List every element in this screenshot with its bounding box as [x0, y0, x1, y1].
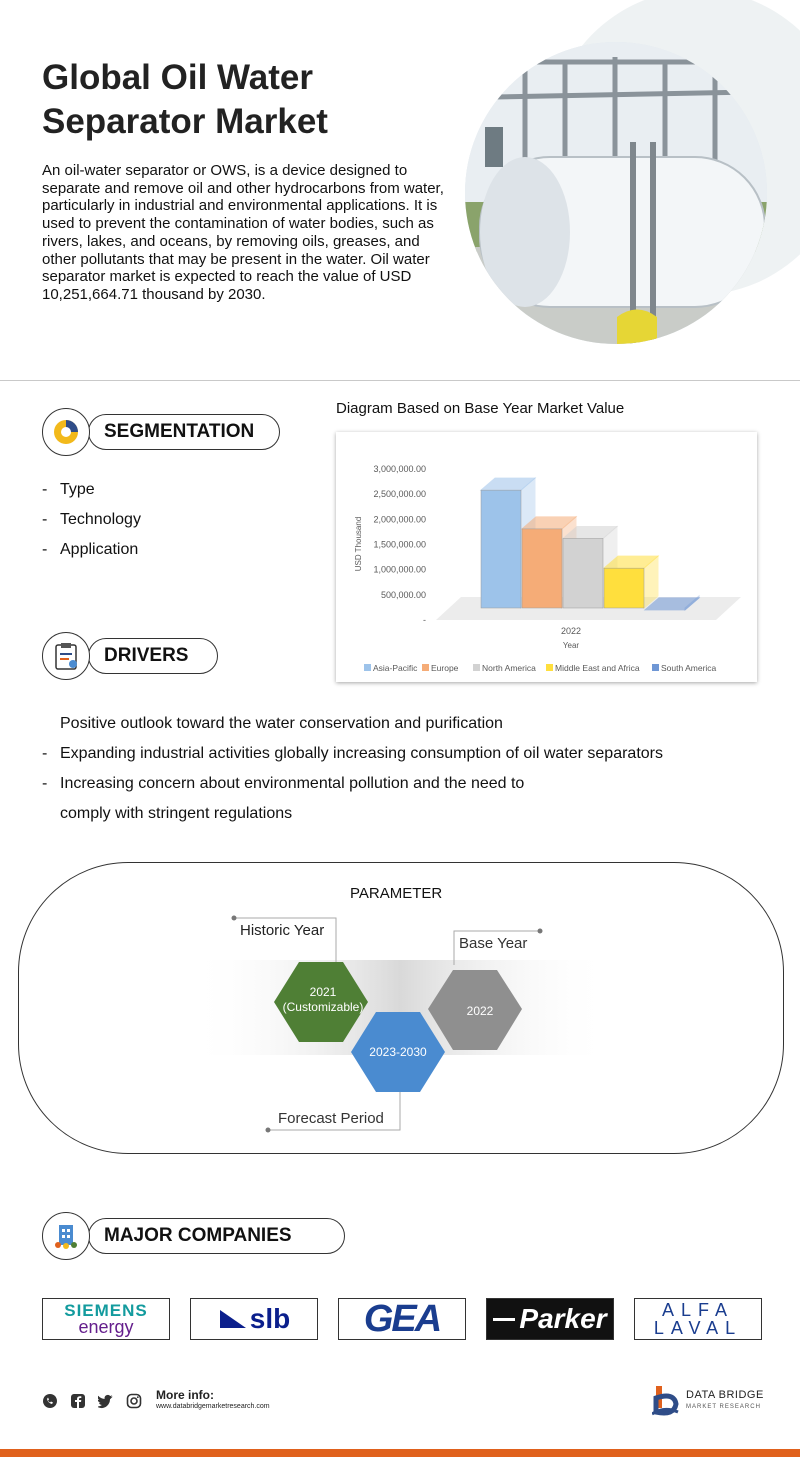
x-axis-label: Year: [562, 641, 580, 650]
bar-chart: [336, 432, 757, 682]
base-year-label: Base Year: [459, 935, 528, 952]
parameter-title: PARAMETER: [350, 885, 443, 902]
logo-slb: slb: [190, 1298, 318, 1340]
logo-siemens-energy: SIEMENS energy: [42, 1298, 170, 1340]
segmentation-label: SEGMENTATION: [88, 414, 280, 450]
list-item: - Technology: [42, 511, 141, 528]
x-tick-label: 2022: [560, 626, 582, 636]
y-tick-label: 1,500,000.00: [373, 539, 426, 550]
major-companies-label: MAJOR COMPANIES: [88, 1218, 345, 1254]
separator-photo: [465, 42, 767, 344]
parker-dash-icon: [493, 1318, 515, 1321]
legend-label: South America: [661, 663, 717, 673]
bar: [522, 529, 562, 608]
legend-label: Europe: [431, 663, 459, 673]
data-bridge-logo-icon: [652, 1384, 682, 1418]
brand-logo: DATA BRIDGE MARKET RESEARCH: [652, 1384, 764, 1418]
y-tick-label: 500,000.00: [380, 589, 426, 600]
drivers-icon-circle: [42, 632, 90, 680]
forecast-period-value: 2023-2030: [369, 1045, 427, 1059]
legend-swatch: [364, 664, 371, 671]
bar: [604, 568, 644, 608]
bar-chart-card: [336, 432, 757, 682]
y-tick-label: 1,000,000.00: [373, 564, 426, 575]
whatsapp-icon[interactable]: [42, 1393, 58, 1409]
legend-swatch: [473, 664, 480, 671]
historic-year-label: Historic Year: [240, 922, 325, 939]
logo-alfa-laval: ALFA LAVAL: [634, 1298, 762, 1340]
forecast-period-label: Forecast Period: [278, 1110, 384, 1127]
base-year-value: 2022: [466, 1004, 494, 1018]
drivers-label: DRIVERS: [88, 638, 218, 674]
companies-icon-circle: [42, 1212, 90, 1260]
segmentation-icon-circle: [42, 408, 90, 456]
y-axis-label: USD Thousand: [354, 516, 363, 572]
legend-label: Asia-Pacific: [373, 663, 418, 673]
list-item: - Increasing concern about environmental pollution and the need to: [42, 775, 525, 792]
y-tick-label: -: [423, 615, 426, 625]
list-item: Positive outlook toward the water conservation and purification: [60, 715, 503, 732]
slb-mark-icon: [218, 1306, 248, 1332]
list-item: - Application: [42, 541, 139, 558]
instagram-icon[interactable]: [126, 1393, 142, 1409]
logo-parker: Parker: [486, 1298, 614, 1340]
logo-gea: GEA: [338, 1298, 466, 1340]
legend-swatch: [652, 664, 659, 671]
legend-label: North America: [482, 663, 536, 673]
bar: [563, 538, 603, 608]
building-icon: [51, 1221, 81, 1251]
page-title: Global Oil Water Separator Market: [42, 58, 328, 141]
parameter-diagram: [190, 910, 610, 1135]
legend-swatch: [546, 664, 553, 671]
legend-swatch: [422, 664, 429, 671]
list-item: - Expanding industrial activities globally increasing consumption of oil water separators: [42, 745, 663, 762]
facebook-icon[interactable]: [70, 1393, 86, 1409]
y-tick-label: 3,000,000.00: [373, 464, 426, 474]
y-tick-label: 2,500,000.00: [373, 489, 426, 500]
bottom-accent-bar: [0, 1449, 800, 1457]
intro-paragraph: An oil-water separator or OWS, is a device designed to separate and remove oil and other hydrocarbons from water, particularly in industrial and environmental applications. It is used to prevent the contamination of water bodies, such as rivers, lakes, and oceans, by removing oils, greases, and other pollutants that may be present in the water. Oil water separator market is expected to reach the value of USD 10,251,664.71 thousand by 2030.: [42, 162, 444, 303]
list-item: comply with stringent regulations: [60, 805, 293, 822]
historic-year-value: 2021 (Customizable): [282, 985, 364, 1014]
section-divider: [0, 380, 800, 381]
list-item: - Type: [42, 481, 95, 498]
diagram-title: Diagram Based on Base Year Market Value: [336, 400, 625, 417]
clipboard-icon: [51, 641, 81, 671]
pie-chart-icon: [51, 417, 81, 447]
y-tick-label: 2,000,000.00: [373, 514, 426, 525]
more-info-label: More info:: [156, 1388, 214, 1402]
bar: [481, 490, 521, 608]
twitter-icon[interactable]: [98, 1393, 114, 1409]
social-icons: [42, 1393, 142, 1409]
legend-label: Middle East and Africa: [555, 663, 640, 673]
website-link[interactable]: www.databridgemarketresearch.com: [156, 1403, 270, 1410]
